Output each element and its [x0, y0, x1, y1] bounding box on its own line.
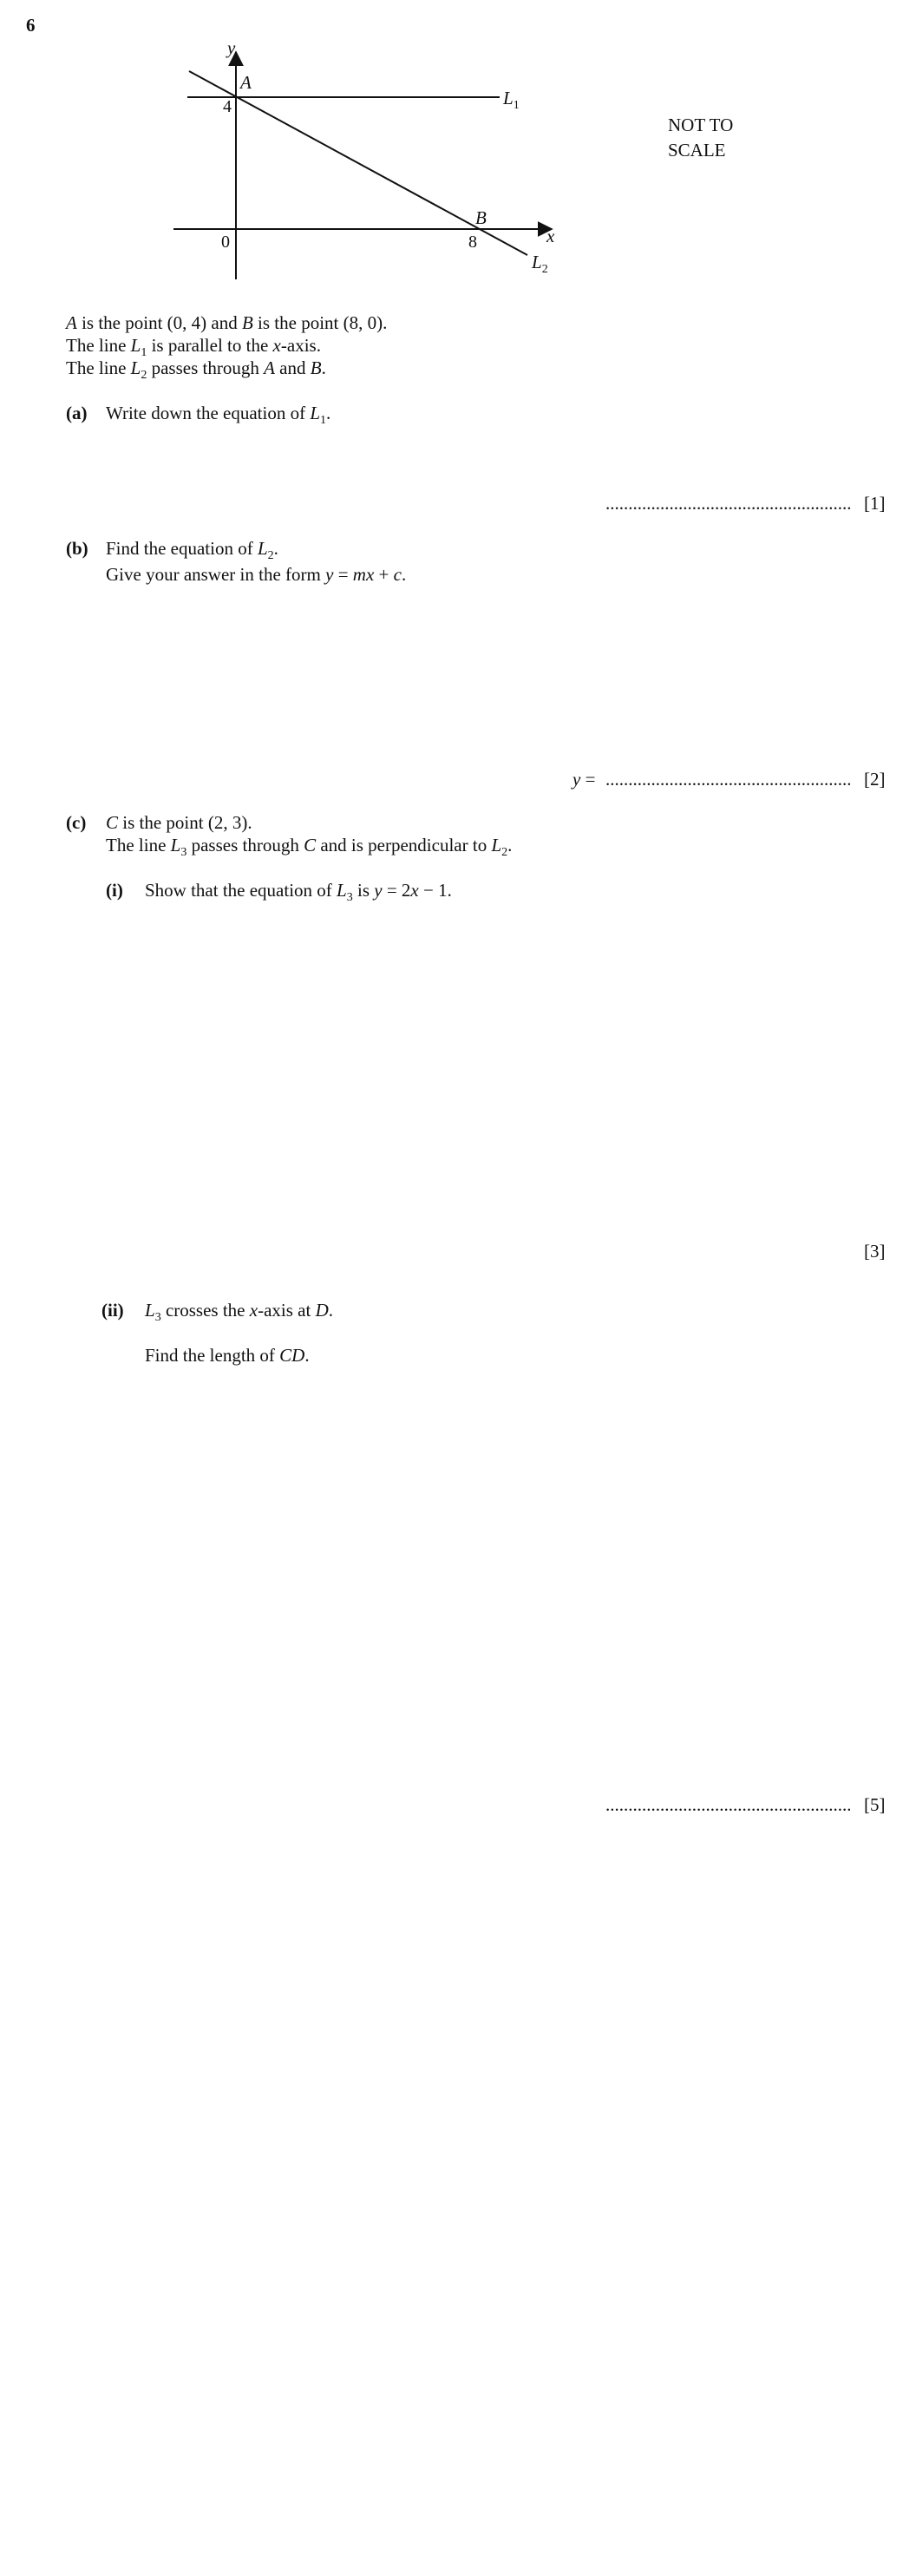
coordinate-diagram	[0, 0, 607, 295]
tick-8-label: 8	[468, 233, 477, 252]
part-c-label: (c)	[66, 812, 87, 833]
y-axis-label: y	[227, 37, 236, 58]
part-c-ii-line-2: Find the length of CD.	[145, 1345, 310, 1366]
part-b-answer-line[interactable]: ......................................................	[605, 769, 852, 790]
part-b-question-line-1: Find the equation of $L_2$.	[106, 538, 278, 562]
part-a-answer-line[interactable]: ......................................................	[605, 493, 852, 514]
intro-line-1: A is the point (0, 4) and B is the point (8, 0).	[66, 312, 388, 333]
part-c-ii-label: (ii)	[101, 1300, 124, 1321]
l1-label: $L_1$	[503, 88, 520, 112]
intro-line-3: The line $L_2$ passes through A and B.	[66, 357, 326, 382]
part-c-i-marks: [3]	[864, 1241, 886, 1262]
part-a-label: (a)	[66, 403, 88, 423]
point-b-label: B	[475, 207, 487, 228]
part-a-question: Write down the equation of $L_1$.	[106, 403, 331, 427]
part-b-question-line-2: Give your answer in the form y = mx + c.	[106, 564, 407, 585]
intro-line-2: The line $L_1$ is parallel to the x-axis.	[66, 335, 321, 359]
tick-4-label: 4	[223, 97, 232, 116]
not-to-scale-line2: SCALE	[668, 140, 726, 161]
part-c-i-label: (i)	[106, 880, 123, 901]
x-axis-label: x	[546, 226, 555, 246]
part-c-line-1: C is the point (2, 3).	[106, 812, 252, 833]
part-b-answer-prefix: y =	[572, 769, 596, 790]
part-b-label: (b)	[66, 538, 88, 559]
part-b-marks: [2]	[864, 769, 886, 790]
point-a-label: A	[240, 72, 252, 93]
part-c-ii-line-1: $L_3$ crosses the x-axis at D.	[145, 1300, 333, 1324]
origin-label: 0	[221, 233, 230, 252]
l2-label: $L_2$	[532, 252, 548, 276]
question-number: 6	[26, 15, 36, 36]
part-c-ii-answer-line[interactable]: ......................................................	[605, 1794, 852, 1815]
part-a-marks: [1]	[864, 493, 886, 514]
part-c-ii-marks: [5]	[864, 1794, 886, 1815]
part-c-line-2: The line $L_3$ passes through C and is perpendicular to $L_2$.	[106, 835, 513, 859]
not-to-scale-line1: NOT TO	[668, 115, 734, 135]
part-c-i-question: Show that the equation of $L_3$ is y = 2x − 1.	[145, 880, 452, 904]
